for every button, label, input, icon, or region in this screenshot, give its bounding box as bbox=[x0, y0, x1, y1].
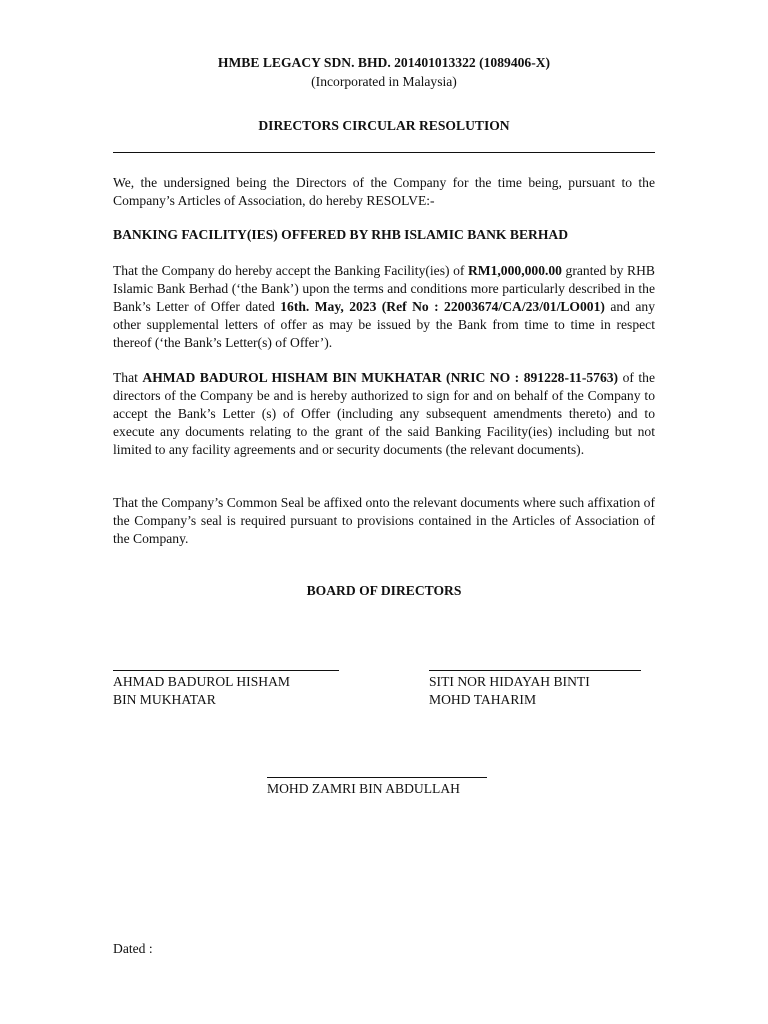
signatory-right-line1: SITI NOR HIDAYAH BINTI bbox=[429, 674, 590, 689]
authorization-text-1: That bbox=[113, 370, 143, 385]
board-heading: BOARD OF DIRECTORS bbox=[306, 583, 462, 598]
signatory-left-line1: AHMAD BADUROL HISHAM bbox=[113, 674, 290, 689]
intro-paragraph: We, the undersigned being the Directors of the Company for the time being, pursuant to the Company’s Articles of Association, do hereby RESOLVE:- bbox=[113, 175, 655, 208]
facility-amount: RM1,000,000.00 bbox=[467, 263, 562, 278]
document-title: DIRECTORS CIRCULAR RESOLUTION bbox=[258, 118, 510, 133]
title-divider bbox=[113, 152, 655, 153]
acceptance-text-3: and any other supplemental letters of offer as may be issued by the Bank from time to time in respect thereof (‘the Bank’s Letter(s) of Offer’). bbox=[113, 299, 655, 350]
acceptance-paragraph bbox=[113, 262, 655, 352]
signatory-center-line1: MOHD ZAMRI BIN ABDULLAH bbox=[267, 781, 460, 796]
authorization-paragraph bbox=[113, 369, 655, 459]
offer-date-reference: 16th. May, 2023 (Ref No : 22003674/CA/23/01/LO001) bbox=[280, 299, 605, 314]
signatory-right-line2: MOHD TAHARIM bbox=[429, 692, 537, 707]
signature-line-center bbox=[267, 777, 487, 778]
acceptance-text-1: That the Company do hereby accept the Banking Facility(ies) of bbox=[113, 263, 468, 278]
dated-label: Dated : bbox=[113, 941, 153, 956]
company-name-line: HMBE LEGACY SDN. BHD. 201401013322 (1089406-X) bbox=[217, 55, 551, 70]
common-seal-paragraph: That the Company’s Common Seal be affixed onto the relevant documents where such affixation of the Company’s seal is required pursuant to provisions contained in the Articles of Association of the Company. bbox=[113, 495, 655, 546]
signature-line-right bbox=[429, 670, 641, 671]
authorization-text-2: of the directors of the Company be and is hereby authorized to sign for and on behalf of the Company to accept the Bank’s Letter (s) of Offer (including any subsequent amendments thereto) and to execute any documents relating to the grant of the said Banking Facility(ies) including but not limited to any facility agreements and or security documents (the relevant documents). bbox=[113, 370, 656, 457]
section-heading: BANKING FACILITY(IES) OFFERED BY RHB ISLAMIC BANK BERHAD bbox=[113, 227, 569, 242]
acceptance-text-2: granted by RHB Islamic Bank Berhad (‘the Bank’) upon the terms and conditions more particularly described in the Bank’s Letter of Offer dated bbox=[113, 263, 655, 314]
signatory-left-line2: BIN MUKHATAR bbox=[113, 692, 216, 707]
incorporation-line: (Incorporated in Malaysia) bbox=[311, 74, 457, 89]
authorized-director-name: AHMAD BADUROL HISHAM BIN MUKHATAR (NRIC NO : 891228-11-5763) bbox=[142, 370, 619, 385]
signature-line-left bbox=[113, 670, 339, 671]
